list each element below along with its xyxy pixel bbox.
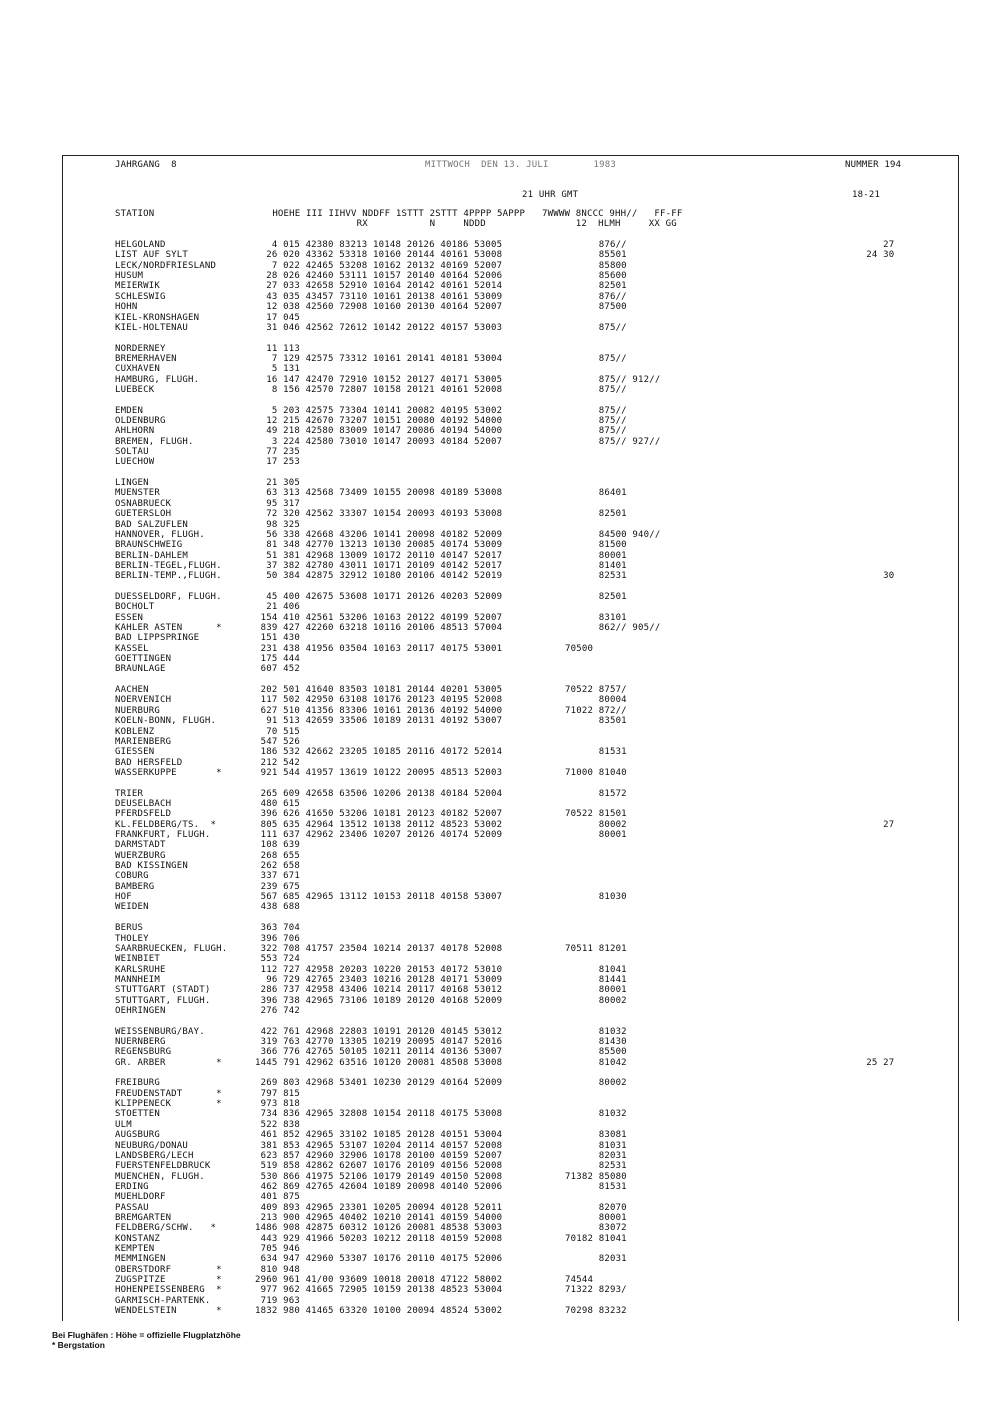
station-name: FELDBERG/SCHW. * (115, 1223, 217, 1234)
station-name: HOHN (115, 302, 138, 313)
station-name: OEHRINGEN (115, 1005, 166, 1016)
station-data: 5 131 (255, 364, 300, 375)
station-weather: 81531 (565, 1181, 627, 1192)
station-data: 973 818 (255, 1099, 300, 1110)
station-weather: 83081 (565, 1130, 627, 1141)
station-name: COBURG (115, 871, 149, 882)
station-weather: 83101 (565, 612, 627, 623)
station-data: 3 224 42580 73010 10147 20093 40184 52007 (255, 436, 503, 447)
station-name: BREMEN, FLUGH. (115, 436, 194, 447)
station-name: GR. ARBER * (115, 1057, 222, 1068)
station-data: 231 438 41956 03504 10163 20117 40175 53001 (255, 643, 503, 654)
station-data: 17 045 (255, 312, 300, 323)
station-weather: 81441 (565, 974, 627, 985)
station-gust: 25 27 (855, 1057, 895, 1068)
masthead-volume: JAHRGANG 8 (115, 160, 177, 170)
station-name: BREMGARTEN (115, 1212, 172, 1223)
station-data: 805 635 42964 13512 10138 20112 48523 53002 (255, 819, 503, 830)
station-data: 95 317 (255, 498, 300, 509)
station-name: OSNABRUECK (115, 498, 172, 509)
station-data: 51 381 42968 13009 10172 20110 40147 52017 (255, 550, 503, 561)
station-gust: 24 30 (855, 250, 895, 261)
station-data: 50 384 42875 32912 10180 20106 40142 52019 (255, 571, 503, 582)
station-data: 522 838 (255, 1119, 300, 1130)
station-weather: 81531 (565, 747, 627, 758)
station-data: 91 513 42659 33506 10189 20131 40192 53007 (255, 716, 503, 727)
station-weather: 70500 (565, 643, 594, 654)
station-name: KOBLENZ (115, 726, 155, 737)
station-name: FREUDENSTADT * (115, 1088, 222, 1099)
station-name: LIST AUF SYLT (115, 250, 189, 261)
station-name: MEMMINGEN (115, 1254, 166, 1265)
station-weather: 80001 (565, 1212, 627, 1223)
station-name: NEUBURG/DONAU (115, 1140, 189, 1151)
station-data: 381 853 42965 53107 10204 20114 40157 52008 (255, 1140, 503, 1151)
station-data: 719 963 (255, 1295, 300, 1306)
station-name: BAD SALZUFLEN (115, 519, 189, 530)
station-weather: 83072 (565, 1223, 627, 1234)
station-data: 8 156 42570 72807 10158 20121 40161 52008 (255, 384, 503, 395)
station-data: 269 803 42968 53401 10230 20129 40164 52009 (255, 1078, 503, 1089)
footnote-airports: Bei Flughäfen : Höhe = offizielle Flugplatzhöhe (52, 1330, 241, 1340)
station-name: SAARBRUECKEN, FLUGH. (115, 943, 228, 954)
station-name: AUGSBURG (115, 1130, 160, 1141)
station-weather: 876// (565, 240, 627, 250)
station-data: 43 035 43457 73110 10161 20138 40161 53009 (255, 291, 503, 302)
station-name: ZUGSPITZE * (115, 1275, 222, 1285)
station-data: 276 742 (255, 1005, 300, 1016)
station-name: OBERSTDORF * (115, 1264, 222, 1275)
station-gust: 27 (855, 240, 895, 250)
station-name: KL.FELDBERG/TS. * (115, 819, 217, 830)
station-name: GARMISCH-PARTENK. (115, 1295, 211, 1306)
station-weather: 875// 927// (565, 436, 661, 447)
station-weather: 82531 (565, 571, 627, 582)
station-data: 1445 791 42962 63516 10120 20081 48508 53008 (255, 1057, 503, 1068)
station-name: KLIPPENECK * (115, 1099, 222, 1110)
station-name: KIEL-KRONSHAGEN (115, 312, 200, 323)
station-weather: 876// (565, 291, 627, 302)
station-data: 2960 961 41/00 93609 10018 20018 47122 58002 (255, 1275, 503, 1285)
column-header-line1: STATION HOEHE III IIHVV NDDFF 1STTT 2STTT 4PPPP 5APPP 7WWWW 8NCCC 9HH// FF-FF (115, 209, 683, 219)
station-weather: 71022 872// (565, 705, 627, 716)
station-weather: 85501 (565, 250, 627, 261)
station-weather: 71000 81040 (565, 767, 627, 778)
station-data: 530 866 41975 52106 10179 20149 40150 52008 (255, 1171, 503, 1182)
station-data: 26 020 43362 53318 10160 20144 40161 53008 (255, 250, 503, 261)
station-weather: 81030 (565, 892, 627, 903)
station-weather: 84500 940// (565, 529, 661, 540)
station-weather: 82031 (565, 1150, 627, 1161)
station-data: 70 515 (255, 726, 300, 737)
station-data: 396 738 42965 73106 10189 20120 40168 52009 (255, 995, 503, 1006)
station-data: 366 776 42765 50105 10211 20114 40136 53007 (255, 1047, 503, 1058)
station-name: FREIBURG (115, 1078, 160, 1089)
station-name: NOERVENICH (115, 695, 172, 706)
station-name: HOF (115, 892, 132, 903)
station-data: 547 526 (255, 736, 300, 747)
station-data: 108 639 (255, 840, 300, 851)
station-data: 202 501 41640 83503 10181 20144 40201 53005 (255, 685, 503, 696)
station-name: DUESSELDORF, FLUGH. (115, 591, 222, 602)
station-weather: 875// 912// (565, 374, 661, 385)
station-name: SCHLESWIG (115, 291, 166, 302)
station-name: GIESSEN (115, 747, 155, 758)
station-weather: 80004 (565, 695, 627, 706)
station-name: HAMBURG, FLUGH. (115, 374, 200, 385)
station-data: 49 218 42580 83009 10147 20086 40194 54000 (255, 426, 503, 437)
station-data: 921 544 41957 13619 10122 20095 48513 52003 (255, 767, 503, 778)
station-data: 262 658 (255, 861, 300, 871)
station-data: 117 502 42950 63108 10176 20123 40195 52008 (255, 695, 503, 706)
station-name: MUENCHEN, FLUGH. (115, 1171, 205, 1182)
station-weather: 82531 (565, 1161, 627, 1172)
station-data: 21 305 (255, 478, 300, 489)
station-name: KIEL-HOLTENAU (115, 322, 189, 333)
station-data: 337 671 (255, 871, 300, 882)
station-name: EMDEN (115, 405, 144, 416)
station-weather: 70511 81201 (565, 943, 627, 954)
station-weather: 875// (565, 426, 627, 437)
station-name: MANNHEIM (115, 974, 160, 985)
station-data: 265 609 42658 63506 10206 20138 40184 52004 (255, 788, 503, 799)
station-name: HANNOVER, FLUGH. (115, 529, 205, 540)
station-name: KONSTANZ (115, 1233, 160, 1244)
station-name: BERUS (115, 923, 144, 934)
station-name: KEMPTEN (115, 1243, 155, 1254)
station-data: 98 325 (255, 519, 300, 530)
station-name: DEUSELBACH (115, 798, 172, 809)
station-data: 7 129 42575 73312 10161 20141 40181 53004 (255, 353, 503, 364)
station-data: 31 046 42562 72612 10142 20122 40157 53003 (255, 322, 503, 333)
station-data: 11 113 (255, 343, 300, 354)
station-data: 480 615 (255, 798, 300, 809)
station-name: THOLEY (115, 933, 149, 944)
station-data: 623 857 42960 32906 10178 20100 40159 52007 (255, 1150, 503, 1161)
station-name: BRAUNSCHWEIG (115, 540, 183, 551)
station-weather: 82031 (565, 1254, 627, 1265)
station-weather: 80002 (565, 1078, 627, 1089)
station-weather: 74544 (565, 1275, 594, 1285)
station-weather: 82501 (565, 509, 627, 520)
station-name: AACHEN (115, 685, 149, 696)
station-data: 212 542 (255, 757, 300, 768)
station-name: NORDERNEY (115, 343, 166, 354)
station-weather: 81401 (565, 560, 627, 571)
station-name: BAMBERG (115, 881, 155, 892)
station-name: FUERSTENFELDBRUCK (115, 1161, 211, 1172)
station-name: MARIENBERG (115, 736, 172, 747)
station-name: BERLIN-TEMP.,FLUGH. (115, 571, 222, 582)
station-data: 734 836 42965 32808 10154 20118 40175 53008 (255, 1109, 503, 1120)
station-name: ERDING (115, 1181, 149, 1192)
station-data: 443 929 41966 50203 10212 20118 40159 52008 (255, 1233, 503, 1244)
station-name: WUERZBURG (115, 850, 166, 861)
station-name: PASSAU (115, 1202, 149, 1213)
station-data: 519 858 42862 62607 10176 20109 40156 52008 (255, 1161, 503, 1172)
station-name: GOETTINGEN (115, 654, 172, 664)
station-data: 63 313 42568 73409 10155 20098 40189 53008 (255, 488, 503, 499)
station-weather: 80001 (565, 550, 627, 561)
station-weather: 70522 8757/ (565, 685, 627, 696)
station-data: 45 400 42675 53608 10171 20126 40203 52009 (255, 591, 503, 602)
station-name: BERLIN-DAHLEM (115, 550, 189, 561)
station-weather: 82070 (565, 1202, 627, 1213)
station-data: 12 215 42670 73207 10151 20080 40192 54000 (255, 416, 503, 426)
station-weather: 85500 (565, 1047, 627, 1058)
station-name: SOLTAU (115, 447, 149, 457)
station-gust: 27 (855, 819, 895, 830)
station-name: MEIERWIK (115, 281, 160, 292)
station-data: 5 203 42575 73304 10141 20082 40195 53002 (255, 405, 503, 416)
station-data: 151 430 (255, 633, 300, 644)
station-name: LUEBECK (115, 384, 155, 395)
station-weather: 81032 (565, 1109, 627, 1120)
station-weather: 82501 (565, 591, 627, 602)
station-data: 16 147 42470 72910 10152 20127 40171 53005 (255, 374, 503, 385)
station-name: HELGOLAND (115, 240, 166, 250)
station-data: 396 626 41650 53206 10181 20123 40182 52007 (255, 809, 503, 820)
station-name: BAD LIPPSPRINGE (115, 633, 200, 644)
footnote-mountain: * Bergstation (52, 1340, 105, 1350)
station-name: BREMERHAVEN (115, 353, 177, 364)
station-weather: 71382 85080 (565, 1171, 627, 1182)
station-data: 111 637 42962 23406 10207 20126 40174 52009 (255, 830, 503, 840)
station-weather: 81041 (565, 964, 627, 975)
station-name: WASSERKUPPE * (115, 767, 222, 778)
station-weather: 862// 905// (565, 623, 661, 633)
station-weather: 87500 (565, 302, 627, 313)
station-data: 797 815 (255, 1088, 300, 1099)
station-data: 705 946 (255, 1243, 300, 1254)
station-weather: 80002 (565, 819, 627, 830)
station-data: 319 763 42770 13305 10219 20095 40147 52016 (255, 1037, 503, 1047)
station-weather: 81032 (565, 1026, 627, 1037)
station-data: 1486 908 42875 60312 10126 20081 48538 53003 (255, 1223, 503, 1234)
station-data: 28 026 42460 53111 10157 20140 40164 52006 (255, 271, 503, 282)
station-weather: 81042 (565, 1057, 627, 1068)
station-name: BAD HERSFELD (115, 757, 183, 768)
station-data: 553 724 (255, 954, 300, 965)
station-data: 363 704 (255, 923, 300, 934)
station-name: NUERBURG (115, 705, 160, 716)
station-name: NUERNBERG (115, 1037, 166, 1047)
station-name: LANDSBERG/LECH (115, 1150, 194, 1161)
station-name: WENDELSTEIN * (115, 1306, 222, 1316)
station-weather: 875// (565, 384, 627, 395)
station-data: 56 338 42668 43206 10141 20098 40182 52009 (255, 529, 503, 540)
station-name: OLDENBURG (115, 416, 166, 426)
station-data: 977 962 41665 72905 10159 20138 48523 53004 (255, 1285, 503, 1296)
station-data: 239 675 (255, 881, 300, 892)
station-weather: 875// (565, 405, 627, 416)
station-name: WEIDEN (115, 902, 149, 913)
station-data: 607 452 (255, 664, 300, 675)
station-weather: 71322 8293/ (565, 1285, 627, 1296)
station-weather: 70298 83232 (565, 1306, 627, 1316)
station-name: KASSEL (115, 643, 149, 654)
station-name: TRIER (115, 788, 144, 799)
table-frame (62, 155, 959, 1321)
station-weather: 82501 (565, 281, 627, 292)
station-name: ULM (115, 1119, 132, 1130)
station-data: 322 708 41757 23504 10214 20137 40178 52008 (255, 943, 503, 954)
station-weather: 85600 (565, 271, 627, 282)
station-name: STUTTGART (STADT) (115, 985, 211, 996)
station-data: 17 253 (255, 457, 300, 468)
station-weather: 875// (565, 353, 627, 364)
station-name: KOELN-BONN, FLUGH. (115, 716, 217, 727)
station-data: 438 688 (255, 902, 300, 913)
station-name: DARMSTADT (115, 840, 166, 851)
station-data: 567 685 42965 13112 10153 20118 40158 53007 (255, 892, 503, 903)
station-data: 27 033 42658 52910 10164 20142 40161 52014 (255, 281, 503, 292)
station-name: BERLIN-TEGEL,FLUGH. (115, 560, 222, 571)
station-data: 112 727 42958 20203 10220 20153 40172 53010 (255, 964, 503, 975)
station-data: 461 852 42965 33102 10185 20128 40151 53004 (255, 1130, 503, 1141)
station-name: ESSEN (115, 612, 144, 623)
station-name: FRANKFURT, FLUGH. (115, 830, 211, 840)
station-name: LINGEN (115, 478, 149, 489)
station-weather: 875// (565, 322, 627, 333)
station-name: HOHENPEISSENBERG * (115, 1285, 222, 1296)
station-name: KARLSRUHE (115, 964, 166, 975)
observation-time: 21 UHR GMT (522, 190, 579, 200)
station-weather: 83501 (565, 716, 627, 727)
station-data: 634 947 42960 53307 10176 20110 40175 52006 (255, 1254, 503, 1265)
station-data: 396 706 (255, 933, 300, 944)
station-weather: 875// (565, 416, 627, 426)
station-name: STOETTEN (115, 1109, 160, 1120)
station-data: 268 655 (255, 850, 300, 861)
station-name: GUETERSLOH (115, 509, 172, 520)
station-data: 4 015 42380 83213 10148 20126 40186 53005 (255, 240, 503, 250)
station-data: 627 510 41356 83306 10161 20136 40192 54000 (255, 705, 503, 716)
station-data: 213 900 42965 40402 10210 20141 40159 54000 (255, 1212, 503, 1223)
station-weather: 70182 81041 (565, 1233, 627, 1244)
station-name: STUTTGART, FLUGH. (115, 995, 211, 1006)
station-data: 186 532 42662 23205 10185 20116 40172 52014 (255, 747, 503, 758)
station-data: 154 410 42561 53206 10163 20122 40199 52007 (255, 612, 503, 623)
station-data: 286 737 42958 43406 10214 20117 40168 53012 (255, 985, 503, 996)
station-data: 409 893 42965 23301 10205 20094 40128 52011 (255, 1202, 503, 1213)
masthead-date: MITTWOCH DEN 13. JULI 1983 (425, 160, 617, 170)
station-name: MUENSTER (115, 488, 160, 499)
station-weather: 81031 (565, 1140, 627, 1151)
station-name: AHLHORN (115, 426, 155, 437)
station-weather: 70522 81501 (565, 809, 627, 820)
station-weather: 85800 (565, 260, 627, 271)
station-weather: 80001 (565, 985, 627, 996)
station-data: 72 320 42562 33307 10154 20093 40193 53008 (255, 509, 503, 520)
station-name: KAHLER ASTEN * (115, 623, 222, 633)
station-data: 12 038 42560 72908 10160 20130 40164 52007 (255, 302, 503, 313)
station-data: 839 427 42260 63218 10116 20106 48513 57004 (255, 623, 503, 633)
station-data: 96 729 42765 23403 10216 20128 40171 53009 (255, 974, 503, 985)
station-data: 810 948 (255, 1264, 300, 1275)
station-data: 77 235 (255, 447, 300, 457)
station-data: 422 761 42968 22803 10191 20120 40145 53012 (255, 1026, 503, 1037)
time-range: 18-21 (852, 190, 881, 200)
station-data: 21 406 (255, 602, 300, 613)
station-data: 81 348 42770 13213 10130 20085 40174 53009 (255, 540, 503, 551)
station-name: BAD KISSINGEN (115, 861, 189, 871)
station-weather: 81430 (565, 1037, 627, 1047)
station-gust: 30 (855, 571, 895, 582)
station-name: MUEHLDORF (115, 1192, 166, 1203)
station-name: LUECHOW (115, 457, 155, 468)
station-data: 462 869 42765 42604 10189 20098 40140 52006 (255, 1181, 503, 1192)
station-name: BOCHOLT (115, 602, 155, 613)
masthead-number: NUMMER 194 (845, 160, 902, 170)
station-data: 7 022 42465 53208 10162 20132 40169 52007 (255, 260, 503, 271)
station-name: BRAUNLAGE (115, 664, 166, 675)
station-name: HUSUM (115, 271, 144, 282)
station-name: PFERDSFELD (115, 809, 172, 820)
station-data: 37 382 42780 43011 10171 20109 40142 52017 (255, 560, 503, 571)
station-name: WEISSENBURG/BAY. (115, 1026, 205, 1037)
station-weather: 81572 (565, 788, 627, 799)
station-weather: 80002 (565, 995, 627, 1006)
station-name: LECK/NORDFRIESLAND (115, 260, 217, 271)
station-data: 1832 980 41465 63320 10100 20094 48524 53002 (255, 1306, 503, 1316)
station-name: REGENSBURG (115, 1047, 172, 1058)
station-weather: 80001 (565, 830, 627, 840)
station-name: CUXHAVEN (115, 364, 160, 375)
column-header-line2: RX N NDDD 12 HLMH XX GG (115, 219, 677, 229)
station-name: WEINBIET (115, 954, 160, 965)
station-weather: 81500 (565, 540, 627, 551)
station-weather: 86401 (565, 488, 627, 499)
station-data: 401 875 (255, 1192, 300, 1203)
station-data: 175 444 (255, 654, 300, 664)
